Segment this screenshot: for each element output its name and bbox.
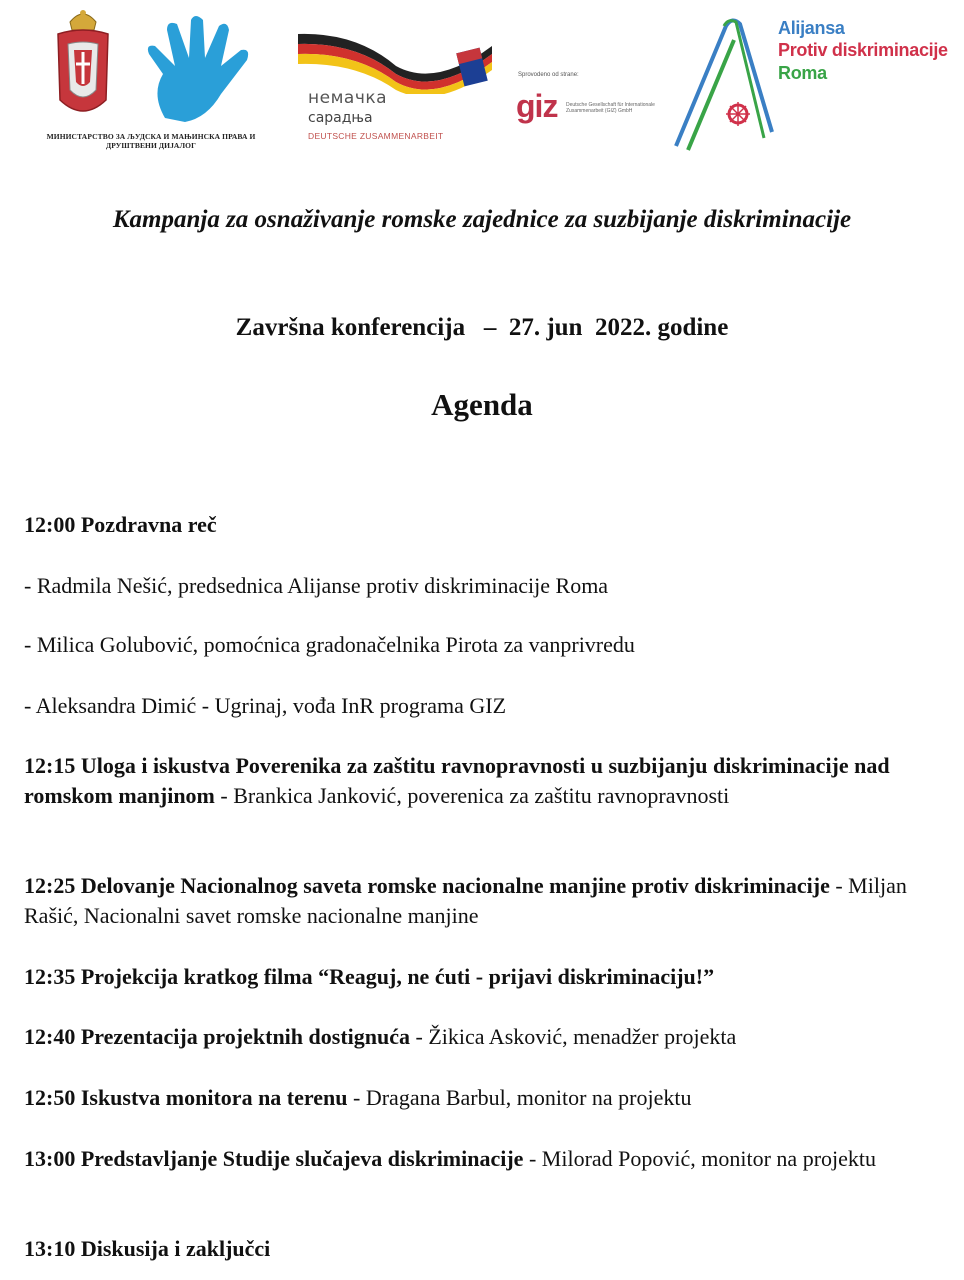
agenda-item-detail: - Radmila Nešić, predsednica Alijanse protiv diskriminacije Roma	[24, 573, 609, 598]
alliance-name-line3: Roma	[778, 63, 827, 83]
serbia-coat-of-arms-icon	[52, 4, 114, 128]
agenda-item-title: 12:40 Prezentacija projektnih dostignuća	[24, 1024, 410, 1049]
german-cooperation-line3: DEUTSCHE ZUSAMMENARBEIT	[308, 131, 444, 141]
german-cooperation-line2: сарадња	[308, 110, 373, 126]
agenda-item-detail: - Dragana Barbul, monitor na projektu	[347, 1085, 692, 1110]
german-cooperation-line1: немачка	[308, 88, 388, 108]
alliance-name-line2: Protiv diskriminacije	[778, 40, 948, 60]
agenda-item	[24, 962, 944, 992]
agenda-item	[24, 1083, 944, 1113]
agenda-item-detail: - Milorad Popović, monitor na projektu	[523, 1146, 877, 1171]
agenda-item-detail: - Miljan Rašić, Nacionalni savet romske nacionalne manjine	[24, 873, 907, 928]
conference-line: Završna konferencija – 27. jun 2022. godine	[235, 314, 729, 341]
agenda-item	[24, 691, 944, 721]
alliance-logo-icon	[668, 14, 778, 156]
agenda-item-detail: - Aleksandra Dimić - Ugrinaj, vođa InR programa GIZ	[24, 693, 507, 718]
agenda-item-detail: - Žikica Asković, menadžer projekta	[410, 1024, 737, 1049]
agenda-item-title: 12:35 Projekcija kratkog filma “Reaguj, ne ćuti - prijavi diskriminaciju!”	[24, 964, 715, 989]
agenda-item	[24, 510, 944, 540]
ministry-caption: МИНИСТАРСТВО ЗА ЉУДСКА И МАЊИНСКА ПРАВА И ДРУШТВЕНИ ДИЈАЛОГ	[46, 132, 256, 150]
agenda-item-detail: - Milica Golubović, pomoćnica gradonačelnika Pirota za vanprivredu	[24, 632, 635, 657]
logo-bar	[0, 0, 964, 165]
giz-implemented-by: Sprovodeno od strane:	[518, 72, 579, 78]
agenda-item-title: 13:00 Predstavljanje Studije slučajeva diskriminacije	[24, 1146, 524, 1171]
agenda-item-title: 12:00 Pozdravna reč	[24, 512, 217, 537]
agenda-item-title: 12:50 Iskustva monitora na terenu	[24, 1085, 348, 1110]
agenda-item	[24, 630, 944, 660]
hand-logo-icon	[145, 14, 255, 126]
agenda-item	[24, 1234, 944, 1264]
agenda-item	[24, 751, 944, 811]
giz-logo: giz	[516, 88, 558, 124]
agenda-item	[24, 571, 944, 601]
agenda-item-title: 13:10 Diskusija i zaključci	[24, 1236, 271, 1261]
agenda-item-title: 12:15 Uloga i iskustva Poverenika za zaštitu ravnopravnosti u suzbijanju diskriminacije nad romskom manjinom	[24, 753, 890, 808]
agenda-item-title: 12:25 Delovanje Nacionalnog saveta romske nacionalne manjine protiv diskriminacije	[24, 873, 830, 898]
agenda-item	[24, 871, 944, 931]
agenda-item-detail: - Brankica Janković, poverenica za zaštitu ravnopravnosti	[214, 783, 730, 808]
giz-full-name: Deutsche Gesellschaft für Internationale Zusammenarbeit (GIZ) GmbH	[566, 102, 655, 114]
agenda-item	[24, 1022, 944, 1052]
german-cooperation-flag-icon	[296, 30, 496, 94]
agenda-title: Agenda	[431, 387, 533, 422]
campaign-title: Kampanja za osnaživanje romske zajednice za suzbijanje diskriminacije	[112, 206, 852, 233]
alliance-name-line1: Alijansa	[778, 18, 845, 38]
agenda-item	[24, 1144, 944, 1174]
